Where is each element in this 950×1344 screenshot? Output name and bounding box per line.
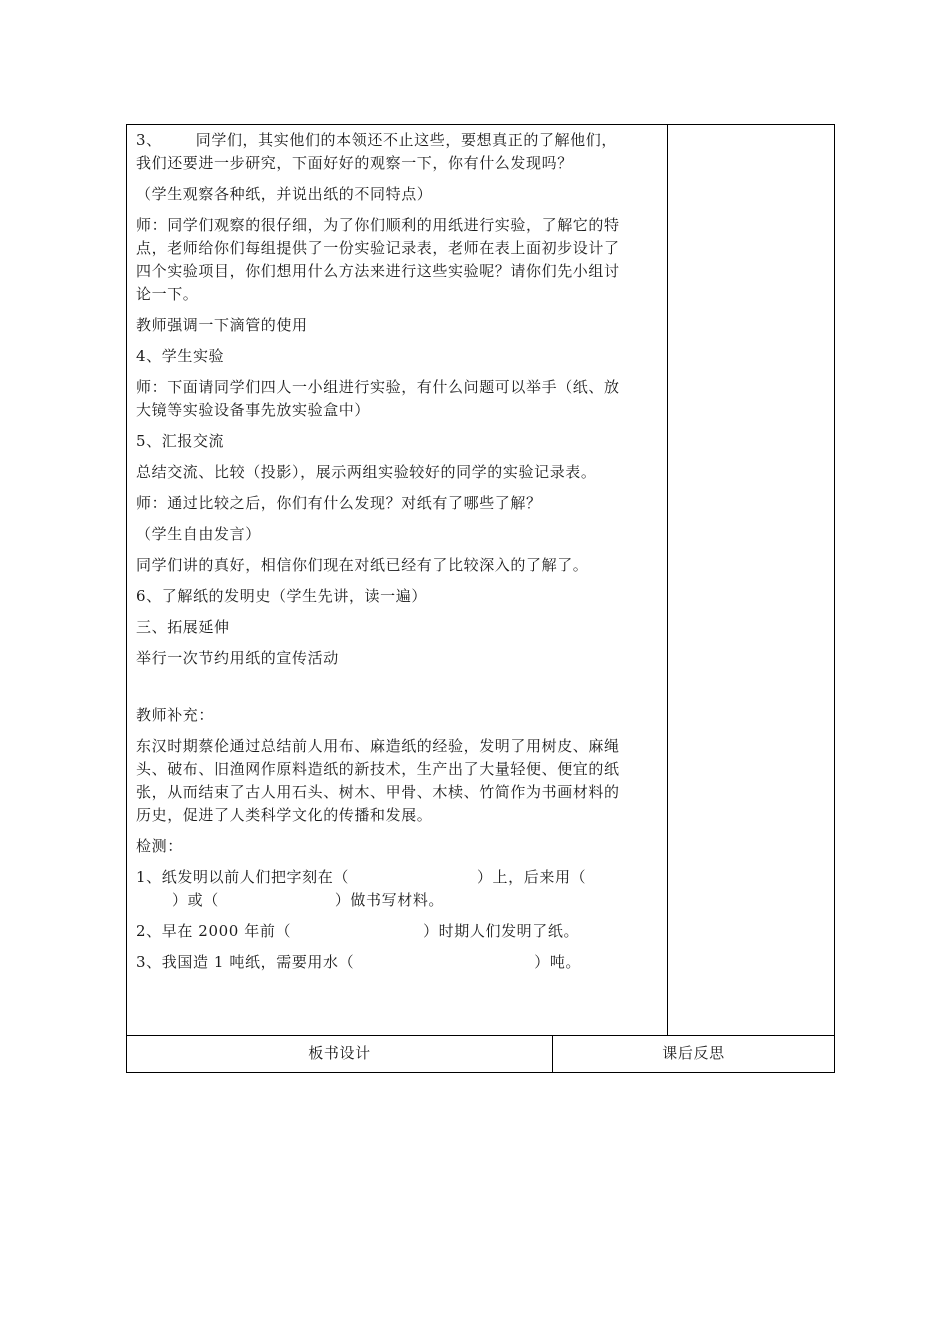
step3-line2: 我们还要进一步研究，下面好好的观察一下，你有什么发现吗？ — [136, 154, 573, 172]
lesson-content-cell — [127, 125, 668, 1036]
teacher-paragraph-3: 师：通过比较之后，你们有什么发现？对纸有了哪些了解？ — [136, 494, 542, 512]
supplement-paragraph: 东汉时期蔡伦通过总结前人用布、麻造纸的经验，发明了用树皮、麻绳 头、破布、旧渔网作原料造纸的新技术，生产出了大量轻便、便宜的纸 张，从而结束了古人用石头、树木、甲骨、木椟、竹简作为书画材料的 历史，促进了人类科学文化的传播和发展。 — [136, 737, 620, 824]
teacher-paragraph-1: 师：同学们观察的很仔细，为了你们顺利的用纸进行实验，了解它的特 点，老师给你们每组提供了一份实验记录表，老师在表上面初步设计了 四个实验项目，你们想用什么方法来进行这些实验呢？请你们先小组讨 论一下。 — [136, 216, 620, 303]
board-design-cell — [127, 1036, 553, 1072]
spacer — [136, 678, 658, 704]
step3-number: 3、 — [136, 131, 162, 149]
free-speech-note: （学生自由发言） — [136, 525, 261, 543]
dropper-note: 教师强调一下滴管的使用 — [136, 316, 308, 334]
table-footer-row — [126, 1035, 835, 1073]
part3-heading: 三、拓展延伸 — [136, 618, 230, 636]
question-3: 3、我国造 1 吨纸，需要用水（ ）吨。 — [136, 953, 582, 971]
board-design-label: 板书设计 — [308, 1044, 371, 1062]
observe-note: （学生观察各种纸，并说出纸的不同特点） — [136, 185, 433, 203]
notes-cell — [668, 125, 834, 1036]
question-2: 2、早在 2000 年前（ ）时期人们发明了纸。 — [136, 922, 580, 940]
test-title: 检测： — [136, 837, 183, 855]
step5-heading: 5、汇报交流 — [136, 432, 225, 450]
teacher-paragraph-2: 师：下面请同学们四人一小组进行实验，有什么问题可以举手（纸、放 大镜等实验设备事先放实验盒中） — [136, 378, 620, 419]
question-1: 1、纸发明以前人们把字刻在（ ）上，后来用（ ）或（ ）做书写材料。 — [136, 868, 587, 909]
reflection-cell — [553, 1036, 834, 1072]
praise-text: 同学们讲的真好，相信你们现在对纸已经有了比较深入的了解了。 — [136, 556, 589, 574]
step6-heading: 6、了解纸的发明史（学生先讲，读一遍） — [136, 587, 427, 605]
supplement-title: 教师补充： — [136, 706, 215, 724]
step3-line1: 同学们，其实他们的本领还不止这些，要想真正的了解他们， — [195, 131, 617, 149]
table-upper-row — [126, 124, 835, 1035]
summary-text: 总结交流、比较（投影），展示两组实验较好的同学的实验记录表。 — [136, 463, 597, 481]
step3-paragraph — [136, 129, 658, 175]
lesson-plan-table — [126, 124, 835, 1073]
reflection-label: 课后反思 — [662, 1044, 725, 1062]
step4-heading: 4、学生实验 — [136, 347, 225, 365]
activity-text: 举行一次节约用纸的宣传活动 — [136, 649, 339, 667]
